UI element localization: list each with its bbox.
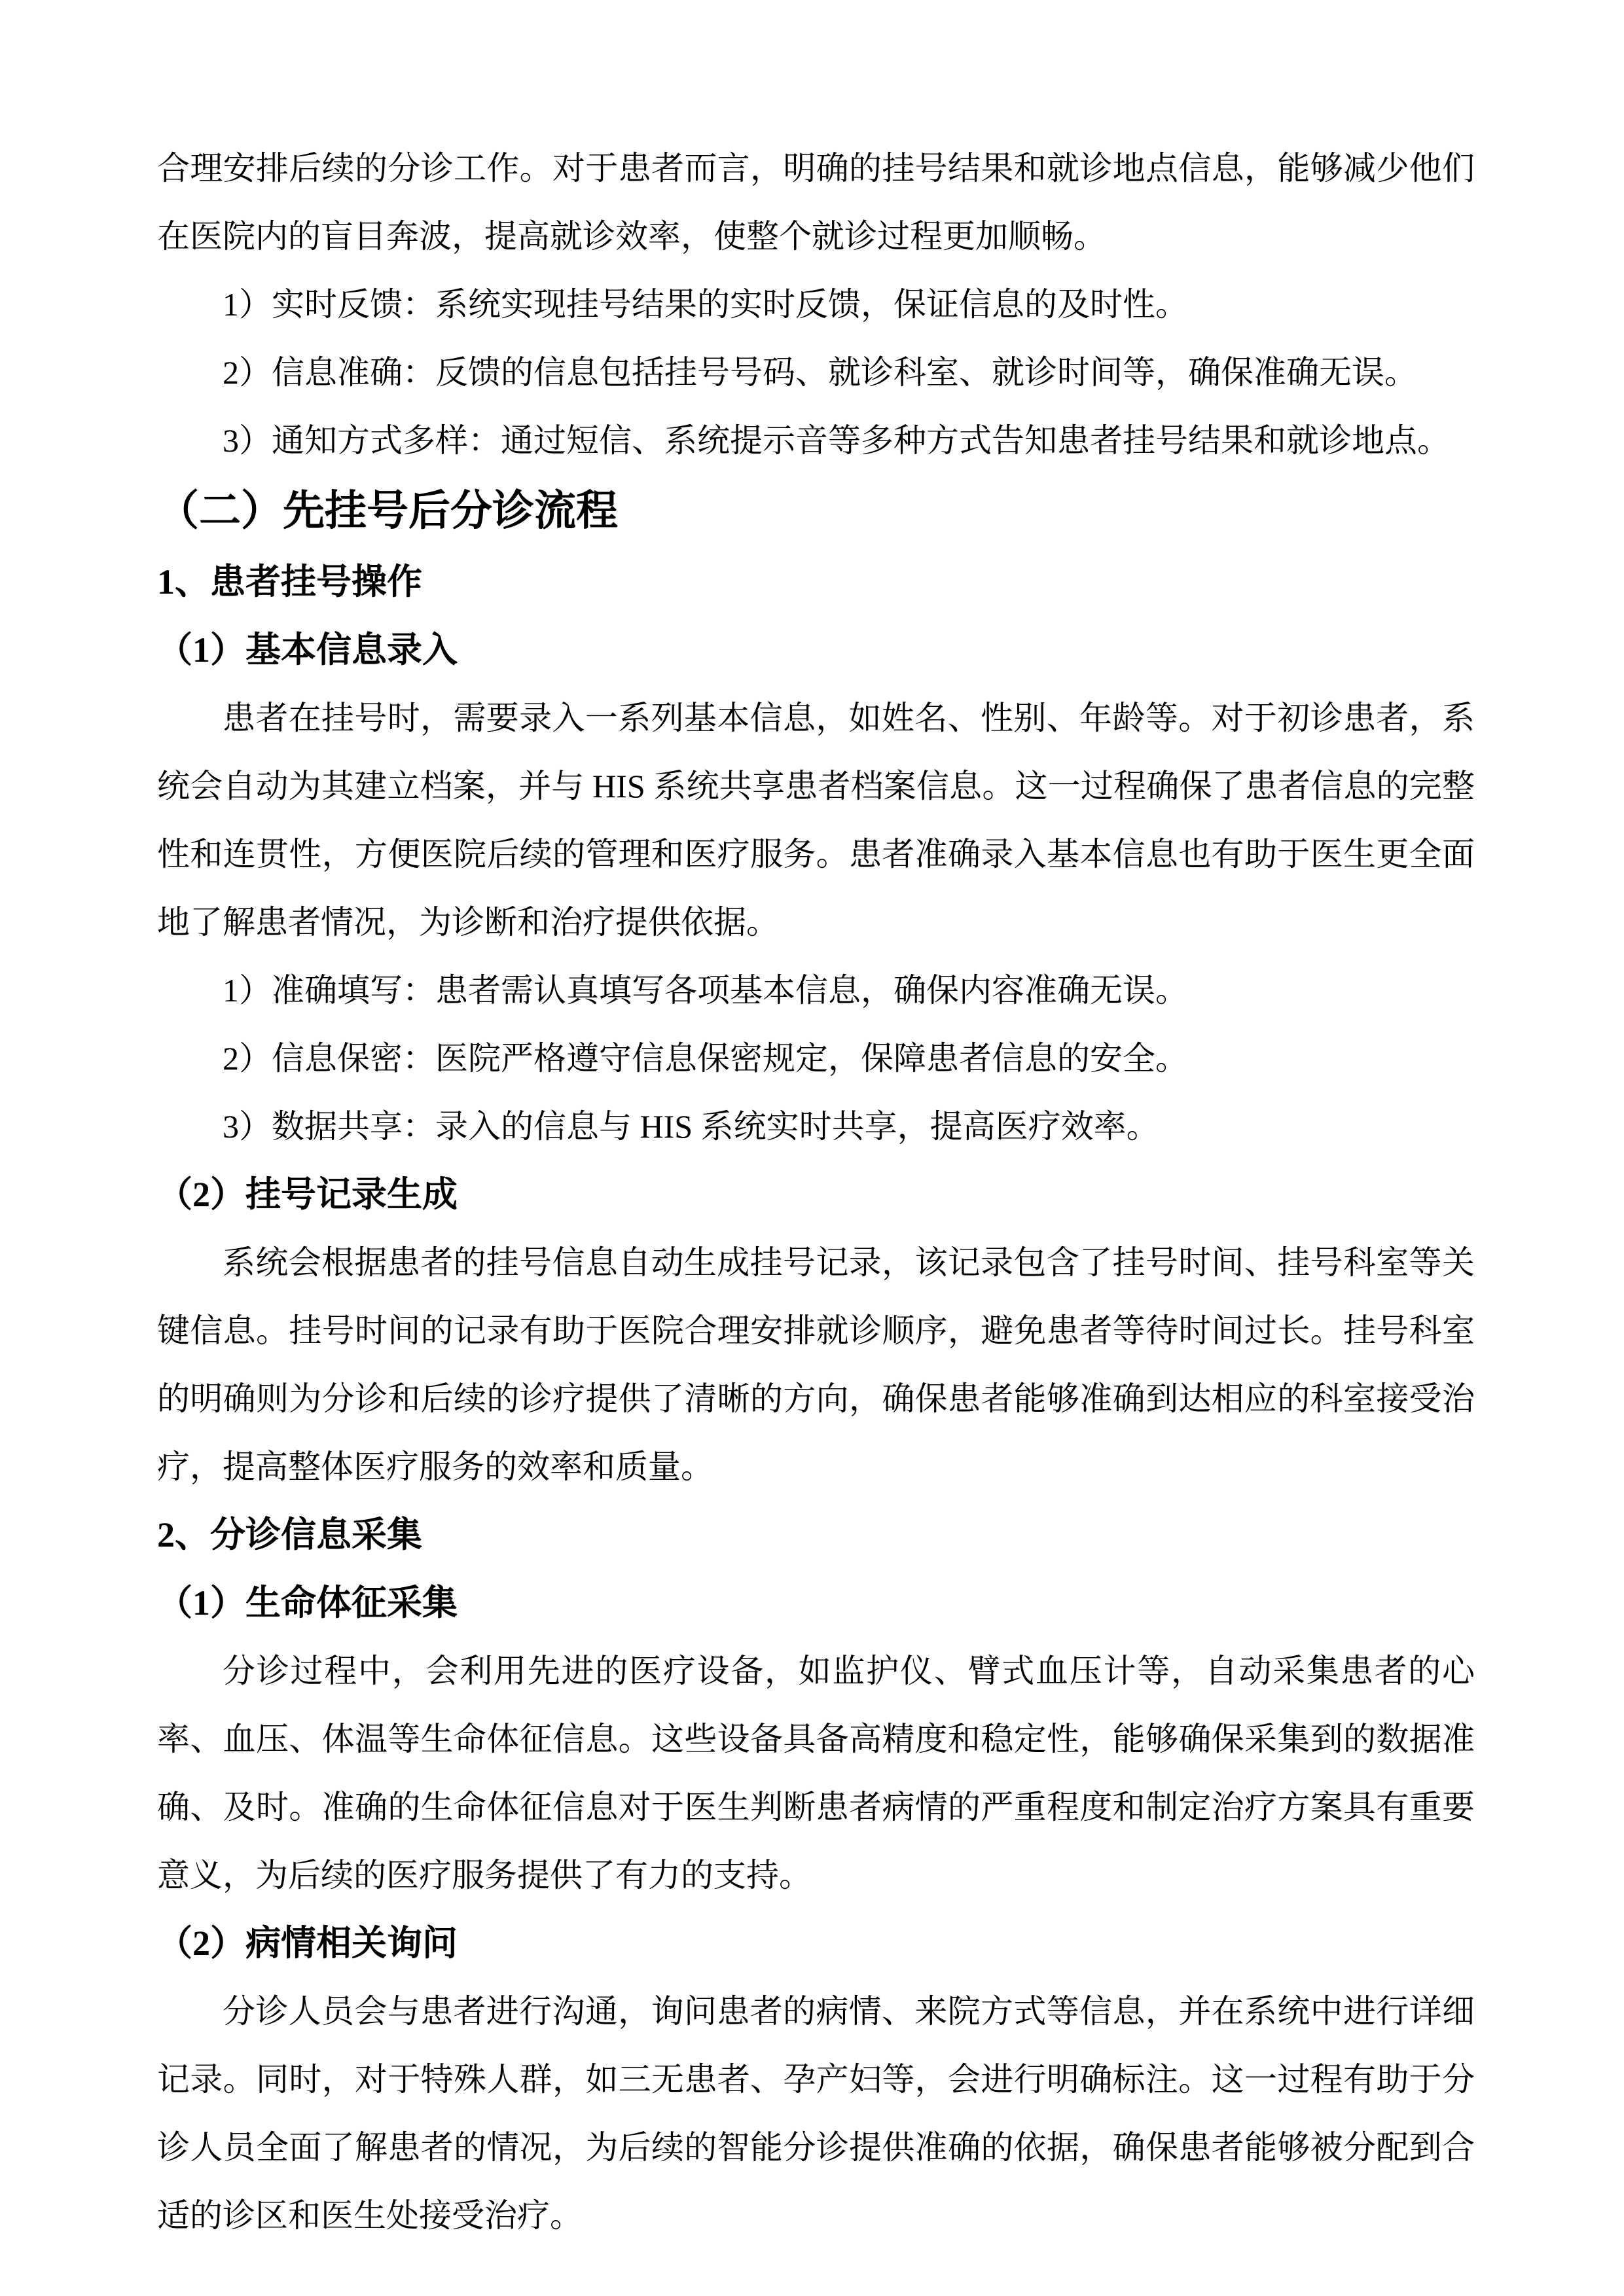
body-paragraph: 分诊过程中，会利用先进的医疗设备，如监护仪、臂式血压计等，自动采集患者的心率、血压、体温等生命体征信息。这些设备具备高精度和稳定性，能够确保采集到的数据准确、及时。准确的生命体征信息对于医生判断患者病情的严重程度和制定治疗方案具有重要意义，为后续的医疗服务提供了有力的支持。 [157,1653,1475,1893]
numbered-list-item: 1）实时反馈：系统实现挂号结果的实时反馈，保证信息的及时性。 [223,286,1188,323]
numbered-list-item: 3）数据共享：录入的信息与 HIS 系统实时共享，提高医疗效率。 [223,1108,1159,1145]
sub-sub-heading: （1）基本信息录入 [157,630,458,670]
numbered-list-item: 3）通知方式多样：通过短信、系统提示音等多种方式告知患者挂号结果和就诊地点。 [223,422,1450,459]
body-paragraph-continuation: 合理安排后续的分诊工作。对于患者而言，明确的挂号结果和就诊地点信息，能够减少他们在医院内的盲目奔波，提高就诊效率，使整个就诊过程更加顺畅。 [157,150,1475,255]
numbered-list-item: 2）信息准确：反馈的信息包括挂号号码、就诊科室、就诊时间等，确保准确无误。 [223,354,1417,391]
body-paragraph: 患者在挂号时，需要录入一系列基本信息，如姓名、性别、年龄等。对于初诊患者，系统会自动为其建立档案，并与 HIS 系统共享患者档案信息。这一过程确保了患者信息的完整性和连贯性，方便医院后续的管理和医疗服务。患者准确录入基本信息也有助于医生更全面地了解患者情况，为诊断和治疗提供依据。 [157,700,1475,941]
numbered-list-item: 1）准确填写：患者需认真填写各项基本信息，确保内容准确无误。 [223,972,1188,1009]
sub-heading: 2、分诊信息采集 [157,1515,422,1554]
body-paragraph: 系统会根据患者的挂号信息自动生成挂号记录，该记录包含了挂号时间、挂号科室等关键信息。挂号时间的记录有助于医院合理安排就诊顺序，避免患者等待时间过长。挂号科室的明确则为分诊和后续的诊疗提供了清晰的方向，确保患者能够准确到达相应的科室接受治疗，提高整体医疗服务的效率和质量。 [157,1244,1475,1485]
sub-heading: 1、患者挂号操作 [157,562,422,601]
numbered-list-item: 2）信息保密：医院严格遵守信息保密规定，保障患者信息的安全。 [223,1040,1188,1077]
body-paragraph: 分诊人员会与患者进行沟通，询问患者的病情、来院方式等信息，并在系统中进行详细记录。同时，对于特殊人群，如三无患者、孕产妇等，会进行明确标注。这一过程有助于分诊人员全面了解患者的情况，为后续的智能分诊提供准确的依据，确保患者能够被分配到合适的诊区和医生处接受治疗。 [157,1993,1475,2234]
sub-sub-heading: （2）病情相关询问 [157,1924,458,1963]
sub-sub-heading: （2）挂号记录生成 [157,1175,458,1214]
sub-sub-heading: （1）生命体征采集 [157,1583,458,1623]
section-heading: （二）先挂号后分诊流程 [157,488,618,534]
